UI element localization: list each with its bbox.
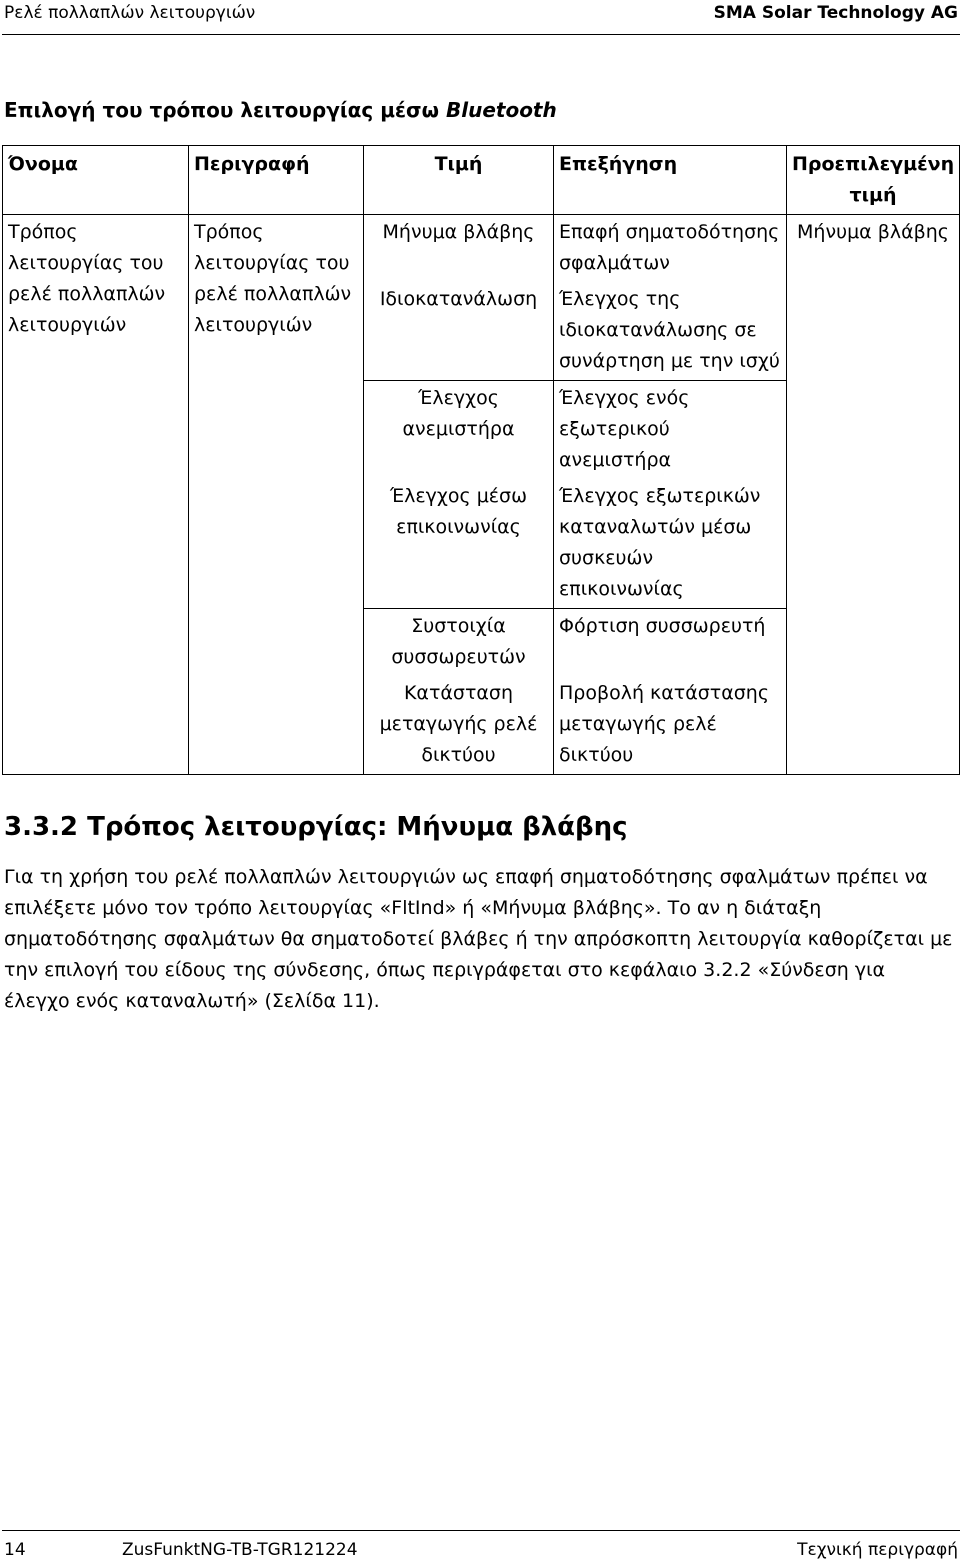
- header-description: Περιγραφή: [189, 146, 364, 215]
- parameter-table: [2, 145, 960, 775]
- cell-explanation: Έλεγχος της ιδιοκατανάλωσης σε συνάρτηση με την ισχύ: [554, 282, 787, 381]
- table-row: [3, 215, 960, 283]
- header-name: Όνομα: [3, 146, 189, 215]
- subsection-title: 3.3.2 Τρόπος λειτουργίας: Μήνυμα βλάβης: [4, 812, 628, 842]
- cell-name: Τρόπος λειτουργίας του ρελέ πολλαπλών λειτουργιών: [3, 215, 189, 775]
- page-number: 14: [4, 1540, 26, 1560]
- header-rule: [2, 34, 960, 35]
- cell-value: Έλεγχος ανεμιστήρα: [364, 381, 554, 480]
- cell-value: Έλεγχος μέσω επικοινωνίας: [364, 479, 554, 609]
- section-title-text: Επιλογή του τρόπου λειτουργίας μέσω: [4, 98, 440, 122]
- cell-value: Συστοιχία συσσωρευτών: [364, 609, 554, 677]
- header-value: Τιμή: [364, 146, 554, 215]
- document-id: ZusFunktNG-TB-TGR121224: [122, 1540, 358, 1560]
- running-header-company: SMA Solar Technology AG: [713, 3, 958, 23]
- cell-explanation: Έλεγχος ενός εξωτερικού ανεμιστήρα: [554, 381, 787, 480]
- header-explanation: Επεξήγηση: [554, 146, 787, 215]
- cell-value: Ιδιοκατανάλωση: [364, 282, 554, 381]
- body-paragraph: Για τη χρήση του ρελέ πολλαπλών λειτουργιών ως επαφή σηματοδότησης σφαλμάτων πρέπει να επιλέξετε μόνο τον τρόπο λειτουργίας «FltInd» ή «Μήνυμα βλάβης». Το αν η διάταξη σηματοδότησης σφαλμάτων θα σηματοδοτεί βλάβες ή την απρόσκοπτη λειτουργία καθορίζεται με την επιλογή του είδους της σύνδεσης, όπως περιγράφεται στο κεφάλαιο 3.2.2 «Σύνδεση για έλεγχο ενός καταναλωτή» (Σελίδα 11).: [4, 866, 953, 1012]
- cell-explanation: Έλεγχος εξωτερικών καταναλωτών μέσω συσκευών επικοινωνίας: [554, 479, 787, 609]
- cell-description: Τρόπος λειτουργίας του ρελέ πολλαπλών λειτουργιών: [189, 215, 364, 775]
- running-header-title: Ρελέ πολλαπλών λειτουργιών: [4, 3, 256, 23]
- section-title: [4, 98, 557, 122]
- cell-explanation: Φόρτιση συσσωρευτή: [554, 609, 787, 677]
- cell-explanation: Προβολή κατάστασης μεταγωγής ρελέ δικτύου: [554, 676, 787, 775]
- section-title-bluetooth: Bluetooth: [445, 98, 557, 122]
- cell-value: Μήνυμα βλάβης: [364, 215, 554, 283]
- document-type: Τεχνική περιγραφή: [797, 1540, 958, 1560]
- cell-value: Κατάσταση μεταγωγής ρελέ δικτύου: [364, 676, 554, 775]
- header-default: Προεπιλεγμένη τιμή: [787, 146, 960, 215]
- cell-explanation: Επαφή σηματοδότησης σφαλμάτων: [554, 215, 787, 283]
- footer-rule: [2, 1530, 960, 1531]
- table-header-row: [3, 146, 960, 215]
- cell-default: Μήνυμα βλάβης: [787, 215, 960, 775]
